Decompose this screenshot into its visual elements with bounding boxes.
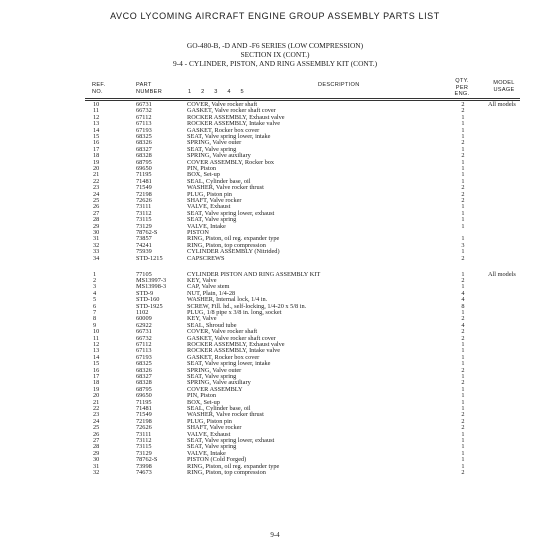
ref-number: 30 <box>93 456 100 464</box>
quantity: 2 <box>461 190 465 198</box>
description: SEAL, Cylinder base, oil <box>187 404 251 412</box>
description: PLUG, 1/8 pipe x 3/8 in. long, socket <box>187 308 282 316</box>
description: SEAT, Valve spring <box>187 216 237 224</box>
ref-number: 14 <box>93 353 100 361</box>
ref-number: 10 <box>93 101 100 108</box>
description: WASHER, Valve rocker thrust <box>187 184 264 192</box>
part-number: 77105 <box>136 270 152 278</box>
ref-number: 19 <box>93 158 100 166</box>
part-number: 68795 <box>136 158 152 166</box>
description: CAPSCREWS <box>187 254 225 262</box>
part-number: 60009 <box>136 315 152 323</box>
description: SEAT, Valve spring <box>187 145 237 153</box>
column-header-model-line2: USAGE <box>493 86 515 93</box>
quantity: 8 <box>461 302 465 310</box>
description: BOX, Set-up <box>187 398 220 406</box>
part-number: 68326 <box>136 139 152 147</box>
quantity: 1 <box>461 449 465 457</box>
ref-number: 31 <box>93 462 100 470</box>
description: SEAT, Valve spring lower, exhaust <box>187 209 275 217</box>
column-header-model-line1: MODEL <box>493 80 515 86</box>
quantity: 1 <box>461 436 465 444</box>
ref-number: 23 <box>93 411 100 419</box>
ref-number: 24 <box>93 190 100 198</box>
ref-number: 2 <box>93 276 97 284</box>
part-number: 71549 <box>136 184 152 192</box>
column-header-ref <box>92 82 105 95</box>
part-number: 72198 <box>136 190 152 198</box>
part-number: 72626 <box>136 197 152 204</box>
part-number: 66732 <box>136 334 152 342</box>
quantity: 1 <box>461 270 465 278</box>
part-number: 73112 <box>136 209 152 217</box>
quantity: 1 <box>461 209 465 217</box>
part-number: 68326 <box>136 366 152 374</box>
ref-number: 16 <box>93 366 100 374</box>
part-number: 62922 <box>136 321 152 329</box>
part-number: 66732 <box>136 107 152 115</box>
quantity: 2 <box>461 411 465 419</box>
part-number: 73111 <box>136 203 152 211</box>
quantity: 2 <box>461 276 465 284</box>
quantity: 1 <box>461 165 465 172</box>
ref-number: 33 <box>93 248 100 256</box>
quantity: 1 <box>461 120 465 128</box>
quantity: 1 <box>461 177 465 185</box>
description: BOX, Set-up <box>187 171 220 179</box>
ref-number: 28 <box>93 443 100 451</box>
part-number: 73998 <box>136 462 152 470</box>
quantity: 1 <box>461 171 465 179</box>
part-number: MS13998-3 <box>136 283 167 291</box>
description: COVER, Valve rocker shaft <box>187 328 258 336</box>
description: SPRING, Valve auxiliary <box>187 379 251 387</box>
column-header-part <box>136 82 162 95</box>
quantity: 1 <box>461 462 465 470</box>
part-number: STD-1925 <box>136 302 163 310</box>
quantity: 4 <box>461 296 465 304</box>
quantity: 1 <box>461 360 465 368</box>
ref-number: 20 <box>93 165 100 172</box>
description: CAP, Valve stem <box>187 283 230 291</box>
part-number: 68325 <box>136 360 152 368</box>
page-number: 9-4 <box>270 531 280 539</box>
part-number: 71549 <box>136 411 152 419</box>
quantity: 1 <box>461 145 465 153</box>
header-rule-top <box>85 98 520 99</box>
quantity: 1 <box>461 392 465 400</box>
part-number: 73857 <box>136 235 152 243</box>
ref-number: 10 <box>93 328 100 336</box>
quantity: 1 <box>461 430 465 438</box>
ref-number: 22 <box>93 177 100 185</box>
description: SPRING, Valve outer <box>187 366 242 374</box>
description: RING, Piston, top compression <box>187 468 266 476</box>
quantity: 1 <box>461 404 465 412</box>
description: VALVE, Intake <box>187 222 226 230</box>
part-number: 1102 <box>136 308 149 316</box>
quantity: 2 <box>461 315 465 323</box>
part-number: 67112 <box>136 340 152 348</box>
ref-number: 28 <box>93 216 100 224</box>
column-header-part-line2: NUMBER <box>136 88 163 95</box>
column-header-part-line1: PART <box>136 82 152 88</box>
part-number: 73129 <box>136 449 152 457</box>
quantity: 2 <box>461 152 465 160</box>
ref-number: 18 <box>93 379 100 387</box>
ref-number: 3 <box>93 283 97 291</box>
description: GASKET, Valve rocker shaft cover <box>187 107 276 115</box>
description: SPRING, Valve auxiliary <box>187 152 251 160</box>
part-number: 74241 <box>136 241 152 249</box>
description: SHAFT, Valve rocker <box>187 424 242 432</box>
part-number: 78762-S <box>136 456 158 464</box>
quantity: 2 <box>461 107 465 115</box>
quantity: 3 <box>461 241 465 249</box>
description: CYLINDER PISTON AND RING ASSEMBLY KIT <box>187 270 321 278</box>
quantity: 1 <box>461 235 465 243</box>
description: ROCKER ASSEMBLY, Exhaust valve <box>187 340 285 348</box>
quantity: 1 <box>461 340 465 348</box>
quantity: 1 <box>461 308 465 316</box>
quantity: 1 <box>461 443 465 451</box>
description: KEY, Valve <box>187 276 217 284</box>
quantity: 2 <box>461 379 465 387</box>
description: PLUG, Piston pin <box>187 190 232 198</box>
description: WASHER, Valve rocker thrust <box>187 411 264 419</box>
parts-table <box>0 102 550 522</box>
description: COVER ASSEMBLY, Rocker box <box>187 158 275 166</box>
ref-number: 16 <box>93 139 100 147</box>
quantity: 1 <box>461 203 465 211</box>
quantity: 1 <box>461 353 465 361</box>
part-number: 74673 <box>136 468 152 476</box>
ref-number: 11 <box>93 107 100 115</box>
description: PIN, Piston <box>187 165 217 172</box>
part-number: 67193 <box>136 353 152 361</box>
quantity: 2 <box>461 101 465 108</box>
ref-number: 26 <box>93 203 100 211</box>
ref-number: 18 <box>93 152 100 160</box>
part-number: 73129 <box>136 222 152 230</box>
ref-number: 19 <box>93 385 100 393</box>
table-row <box>0 470 550 476</box>
quantity: 1 <box>461 456 465 464</box>
ref-number: 5 <box>93 296 97 304</box>
part-number: 68327 <box>136 145 152 153</box>
part-number: 67112 <box>136 113 152 121</box>
part-number: 78762-S <box>136 229 158 236</box>
description: ROCKER ASSEMBLY, Intake valve <box>187 120 281 128</box>
quantity: 1 <box>461 283 465 291</box>
ref-number: 4 <box>93 289 97 297</box>
figure-line: 9-4 - CYLINDER, PISTON, AND RING ASSEMBLY KIT (CONT.) <box>172 59 378 68</box>
description: RING, Piston, oil reg. expander type <box>187 235 280 243</box>
description: SCREW, Fill. hd., self-locking, 1/4-20 x 5/8 in. <box>187 302 307 310</box>
ref-number: 11 <box>93 334 100 342</box>
quantity: 2 <box>461 328 465 336</box>
ref-number: 20 <box>93 392 100 400</box>
part-number: 71195 <box>136 398 152 406</box>
column-header-ref-line1: REF. <box>92 82 106 88</box>
column-header-description: DESCRIPTION <box>318 82 360 88</box>
quantity: 1 <box>461 385 465 393</box>
ref-number: 29 <box>93 449 100 457</box>
part-number: 72198 <box>136 417 152 425</box>
ref-number: 8 <box>93 315 97 323</box>
column-header-qty-line2: PER <box>455 84 469 91</box>
quantity: 1 <box>461 222 465 230</box>
description: GASKET, Rocker box cover <box>187 126 260 134</box>
column-header-qty <box>449 78 475 98</box>
quantity: 2 <box>461 334 465 342</box>
ref-number: 1 <box>93 270 97 278</box>
quantity: 2 <box>461 366 465 374</box>
description: VALVE, Exhaust <box>187 203 231 211</box>
quantity: 1 <box>461 158 465 166</box>
description: RING, Piston, oil reg. expander type <box>187 462 280 470</box>
part-number: 68325 <box>136 133 152 140</box>
quantity: 1 <box>461 133 465 140</box>
quantity: 1 <box>461 248 465 256</box>
ref-number: 13 <box>93 347 100 355</box>
quantity: 4 <box>461 321 465 329</box>
part-number: 68327 <box>136 372 152 380</box>
ref-number: 24 <box>93 417 100 425</box>
part-number: 72626 <box>136 424 152 432</box>
quantity: 2 <box>461 424 465 432</box>
description: PIN, Piston <box>187 392 217 400</box>
part-number: 67113 <box>136 347 152 355</box>
ref-number: 14 <box>93 126 100 134</box>
part-number: STD-1215 <box>136 254 163 262</box>
ref-number: 25 <box>93 424 100 432</box>
description: COVER ASSEMBLY <box>187 385 243 393</box>
quantity: 2 <box>461 254 465 262</box>
description: ROCKER ASSEMBLY, Intake valve <box>187 347 281 355</box>
part-number: 69650 <box>136 165 152 172</box>
part-number: 68328 <box>136 152 152 160</box>
ref-number: 32 <box>93 241 100 249</box>
part-number: 66731 <box>136 328 152 336</box>
quantity: 2 <box>461 197 465 204</box>
ref-number: 27 <box>93 436 100 444</box>
page-title: AVCO LYCOMING AIRCRAFT ENGINE GROUP ASSEMBLY PARTS LIST <box>110 11 440 21</box>
part-number: 68795 <box>136 385 152 393</box>
table-row <box>0 256 550 262</box>
part-number: 71195 <box>136 171 152 179</box>
description: SEAT, Valve spring lower, intake <box>187 133 271 140</box>
description: SEAL, Shroud tube <box>187 321 237 329</box>
quantity: 2 <box>461 139 465 147</box>
quantity: 1 <box>461 347 465 355</box>
quantity: 2 <box>461 468 465 476</box>
ref-number: 21 <box>93 398 100 406</box>
ref-number: 34 <box>93 254 100 262</box>
part-number: 75939 <box>136 248 152 256</box>
description: GASKET, Rocker box cover <box>187 353 260 361</box>
description: SEAT, Valve spring <box>187 372 237 380</box>
quantity: 4 <box>461 289 465 297</box>
series-line: GO-480-B, -D AND -F6 SERIES (LOW COMPRESSION) <box>186 41 364 50</box>
part-number: 67113 <box>136 120 152 128</box>
part-number: 73111 <box>136 430 152 438</box>
part-number: 68328 <box>136 379 152 387</box>
description: SHAFT, Valve rocker <box>187 197 242 204</box>
quantity: 2 <box>461 417 465 425</box>
quantity: 2 <box>461 184 465 192</box>
part-number: 66731 <box>136 101 152 108</box>
ref-number: 23 <box>93 184 100 192</box>
column-header-ref-line2: NO. <box>92 88 103 95</box>
part-number: 69650 <box>136 392 152 400</box>
ref-number: 21 <box>93 171 100 179</box>
ref-number: 22 <box>93 404 100 412</box>
description: NUT, Plain, 1/4-28 <box>187 289 236 297</box>
quantity: 1 <box>461 372 465 380</box>
part-number: STD-160 <box>136 296 160 304</box>
part-number: STD-9 <box>136 289 154 297</box>
model-usage: All models <box>488 270 516 278</box>
description: SEAT, Valve spring lower, intake <box>187 360 271 368</box>
description: VALVE, Intake <box>187 449 226 457</box>
ref-number: 32 <box>93 468 100 476</box>
column-header-qty-line3: ENG. <box>454 91 470 98</box>
column-header-indent-levels: 1 2 3 4 5 <box>188 89 244 95</box>
section-line: SECTION IX (CONT.) <box>240 50 310 59</box>
description: SEAT, Valve spring <box>187 443 237 451</box>
part-number: 73115 <box>136 443 152 451</box>
quantity: 1 <box>461 398 465 406</box>
ref-number: 25 <box>93 197 100 204</box>
part-number: 71481 <box>136 177 152 185</box>
quantity: 1 <box>461 113 465 121</box>
ref-number: 26 <box>93 430 100 438</box>
ref-number: 13 <box>93 120 100 128</box>
description: PLUG, Piston pin <box>187 417 232 425</box>
description: PISTON (Cold Forged) <box>187 456 247 464</box>
description: CYLINDER ASSEMBLY (Nitrided) <box>187 248 280 256</box>
description: SEAT, Valve spring lower, exhaust <box>187 436 275 444</box>
quantity: 1 <box>461 126 465 134</box>
ref-number: 6 <box>93 302 97 310</box>
ref-number: 30 <box>93 229 100 236</box>
ref-number: 12 <box>93 340 100 348</box>
part-number: MS13997-3 <box>136 276 167 284</box>
description: GASKET, Valve rocker shaft cover <box>187 334 276 342</box>
ref-number: 17 <box>93 372 100 380</box>
ref-number: 27 <box>93 209 100 217</box>
ref-number: 15 <box>93 360 100 368</box>
ref-number: 7 <box>93 308 97 316</box>
description: KEY, Valve <box>187 315 217 323</box>
ref-number: 29 <box>93 222 100 230</box>
part-number: 71481 <box>136 404 152 412</box>
ref-number: 17 <box>93 145 100 153</box>
model-usage: All models <box>488 101 516 108</box>
part-number: 73115 <box>136 216 152 224</box>
column-header-qty-line1: QTY. <box>455 78 469 84</box>
part-number: 73112 <box>136 436 152 444</box>
ref-number: 31 <box>93 235 100 243</box>
description: SEAL, Cylinder base, oil <box>187 177 251 185</box>
description: RING, Piston, top compression <box>187 241 266 249</box>
description: COVER, Valve rocker shaft <box>187 101 258 108</box>
description: PISTON <box>187 229 209 236</box>
description: WASHER, Internal lock, 1/4 in. <box>187 296 268 304</box>
quantity: 1 <box>461 216 465 224</box>
part-number: 67193 <box>136 126 152 134</box>
ref-number: 12 <box>93 113 100 121</box>
ref-number: 15 <box>93 133 100 140</box>
description: VALVE, Exhaust <box>187 430 231 438</box>
column-header-model <box>487 80 521 93</box>
ref-number: 9 <box>93 321 97 329</box>
description: ROCKER ASSEMBLY, Exhaust valve <box>187 113 285 121</box>
description: SPRING, Valve outer <box>187 139 242 147</box>
